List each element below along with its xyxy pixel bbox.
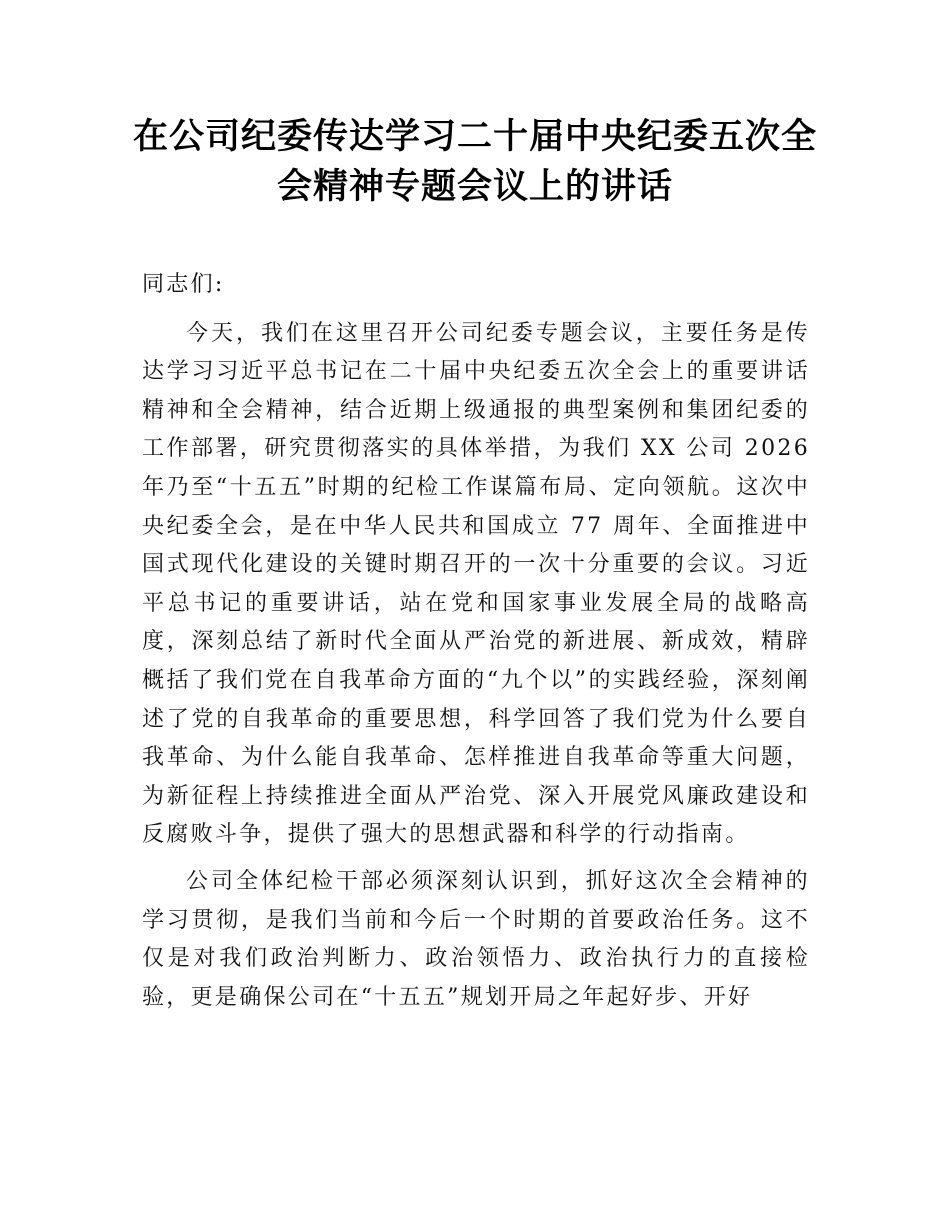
paragraph-2: 公司全体纪检干部必须深刻认识到，抓好这次全会精神的学习贯彻，是我们当前和今后一个时期的首要政治任务。这不仅是对我们政治判断力、政治领悟力、政治执行力的直接检验，更是确保公司在“十五五”规划开局之年起好步、开好 [142, 868, 810, 1010]
salutation: 同志们: [142, 272, 225, 297]
paragraph-1: 今天，我们在这里召开公司纪委专题会议，主要任务是传达学习习近平总书记在二十届中央纪委五次全会上的重要讲话精神和全会精神，结合近期上级通报的典型案例和集团纪委的工作部署，研究贯彻落实的具体举措，为我们 XX 公司 2026 年乃至“十五五”时期的纪检工作谋篇布局、定向领航。这次中央纪委全会，是在中华人民共和国成立 77 周年、全面推进中国式现代化建设的关键时期召开的一次十分重要的会议。习近平总书记的重要讲话，站在党和国家事业发展全局的战略高度，深刻总结了新时代全面从严治党的新进展、新成效，精辟概括了我们党在自我革命方面的“九个以”的实践经验，深刻阐述了党的自我革命的重要思想，科学回答了我们党为什么要自我革命、为什么能自我革命、怎样推进自我革命等重大问题，为新征程上持续推进全面从严治党、深入开展党风廉政建设和反腐败斗争，提供了强大的思想武器和科学的行动指南。 [142, 320, 810, 848]
title-line-2: 会精神专题会议上的讲话 [276, 166, 673, 207]
document-body [142, 266, 810, 1025]
title-line-1: 在公司纪委传达学习二十届中央纪委五次全 [132, 116, 817, 157]
document-title [120, 112, 830, 212]
